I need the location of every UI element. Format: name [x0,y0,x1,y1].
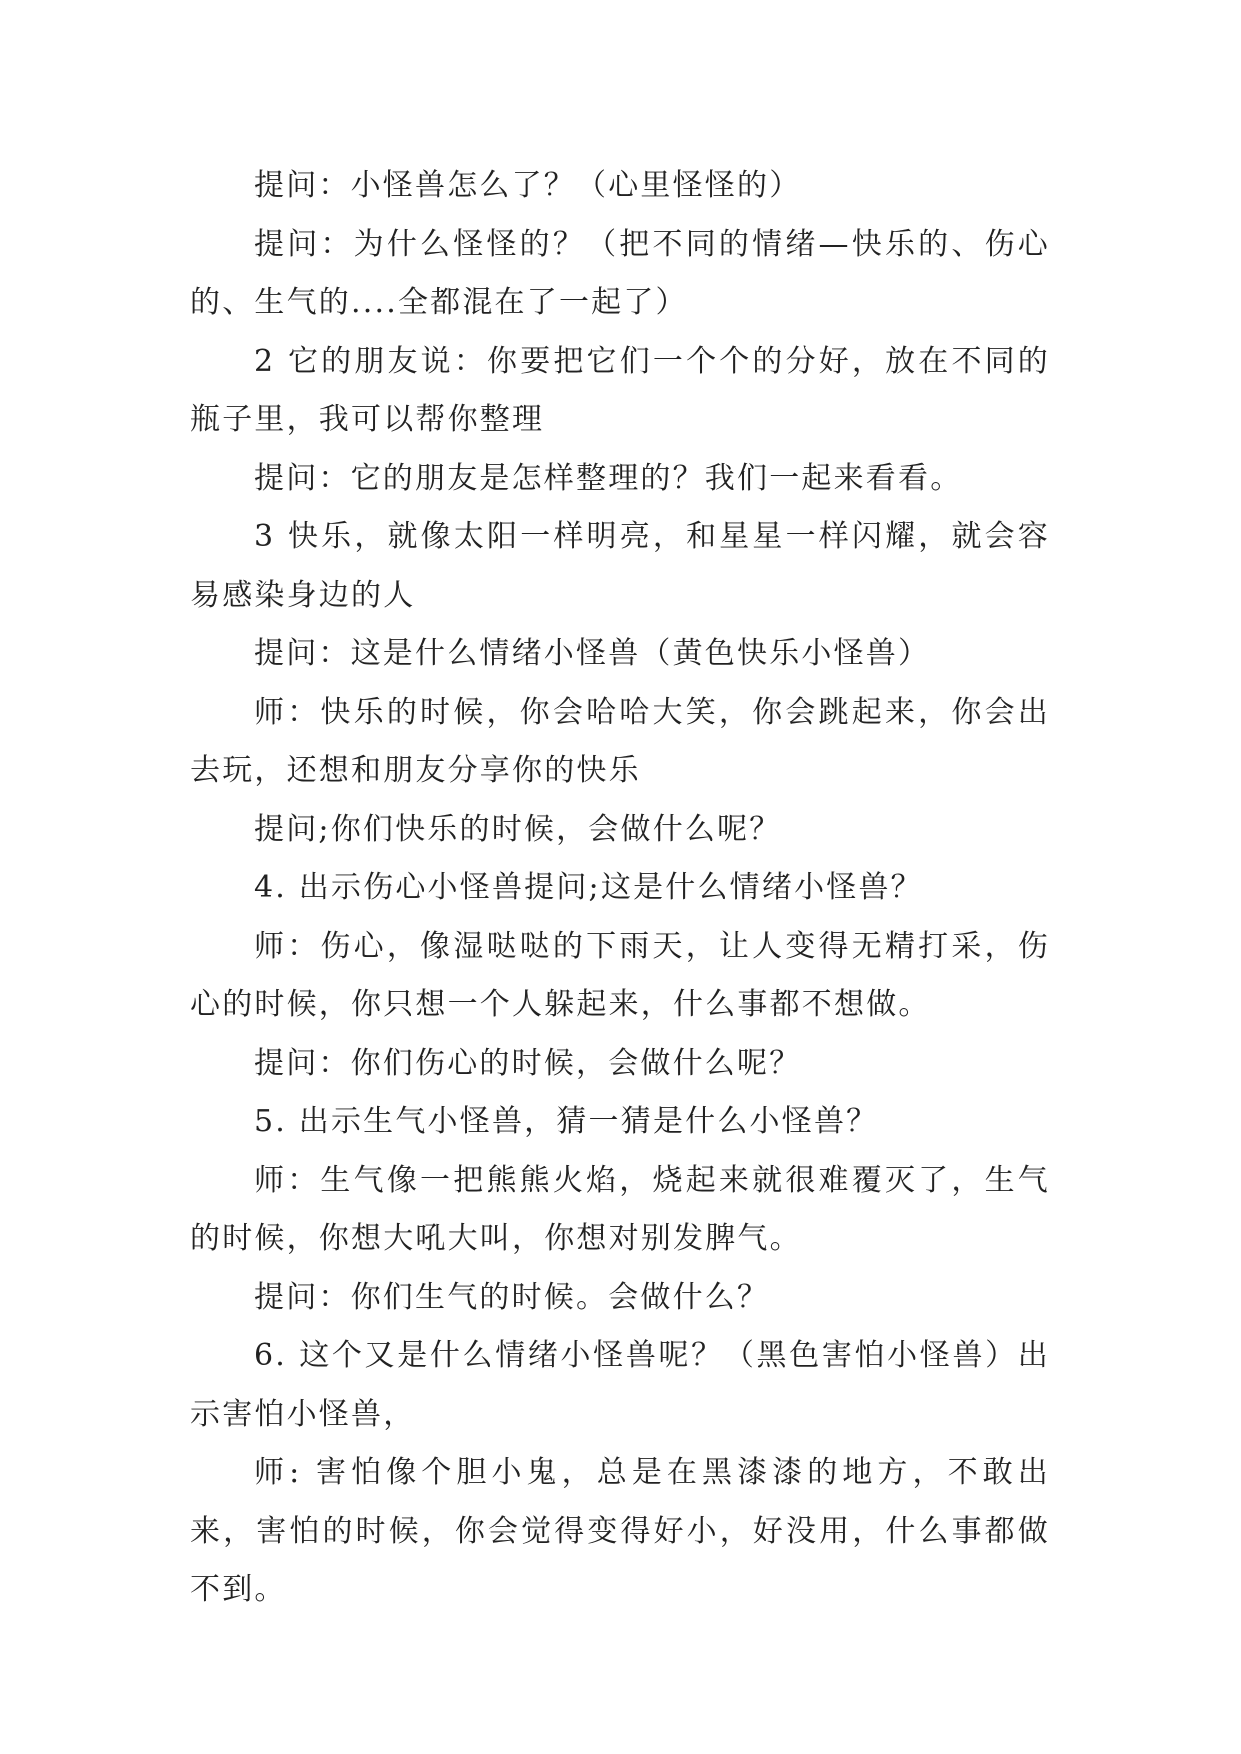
paragraph: 3 快乐，就像太阳一样明亮，和星星一样闪耀，就会容易感染身边的人 [190,519,1050,613]
paragraph: 师: 害怕像个胆小鬼，总是在黑漆漆的地方，不敢出来，害怕的时候，你会觉得变得好小，好没用，什么事都做不到。 [190,1455,1050,1607]
paragraph: 师：快乐的时候，你会哈哈大笑，你会跳起来，你会出去玩，还想和朋友分享你的快乐 [190,694,1050,788]
paragraph: 提问：小怪兽怎么了？（心里怪怪的） [254,168,802,203]
paragraph: 2 它的朋友说：你要把它们一个个的分好，放在不同的瓶子里，我可以帮你整理 [190,343,1050,437]
paragraph: 5. 出示生气小怪兽，猜一猜是什么小怪兽？ [254,1104,879,1139]
paragraph: 提问：你们伤心的时候，会做什么呢？ [254,1045,802,1081]
paragraph: 4. 出示伤心小怪兽提问;这是什么情绪小怪兽？ [254,870,923,905]
paragraph: 师：伤心，像湿哒哒的下雨天，让人变得无精打采，伤心的时候，你只想一个人躲起来，什么事都不想做。 [190,928,1050,1022]
paragraph: 提问：它的朋友是怎样整理的？我们一起来看看。 [254,460,963,496]
paragraph: 提问;你们快乐的时候，会做什么呢？ [254,811,782,847]
paragraph: 提问：这是什么情绪小怪兽（黄色快乐小怪兽） [254,636,931,671]
paragraph: 6. 这个又是什么情绪小怪兽呢？（黑色害怕小怪兽）出示害怕小怪兽， [190,1338,1050,1432]
document-body [190,157,1050,1620]
paragraph: 师：生气像一把熊熊火焰，烧起来就很难覆灭了，生气的时候，你想大吼大叫，你想对别发脾气。 [190,1162,1050,1256]
paragraph: 提问：你们生气的时候。会做什么？ [254,1279,770,1315]
paragraph: 提问：为什么怪怪的？（把不同的情绪—快乐的、伤心的、生气的....全都混在了一起了） [190,226,1050,320]
